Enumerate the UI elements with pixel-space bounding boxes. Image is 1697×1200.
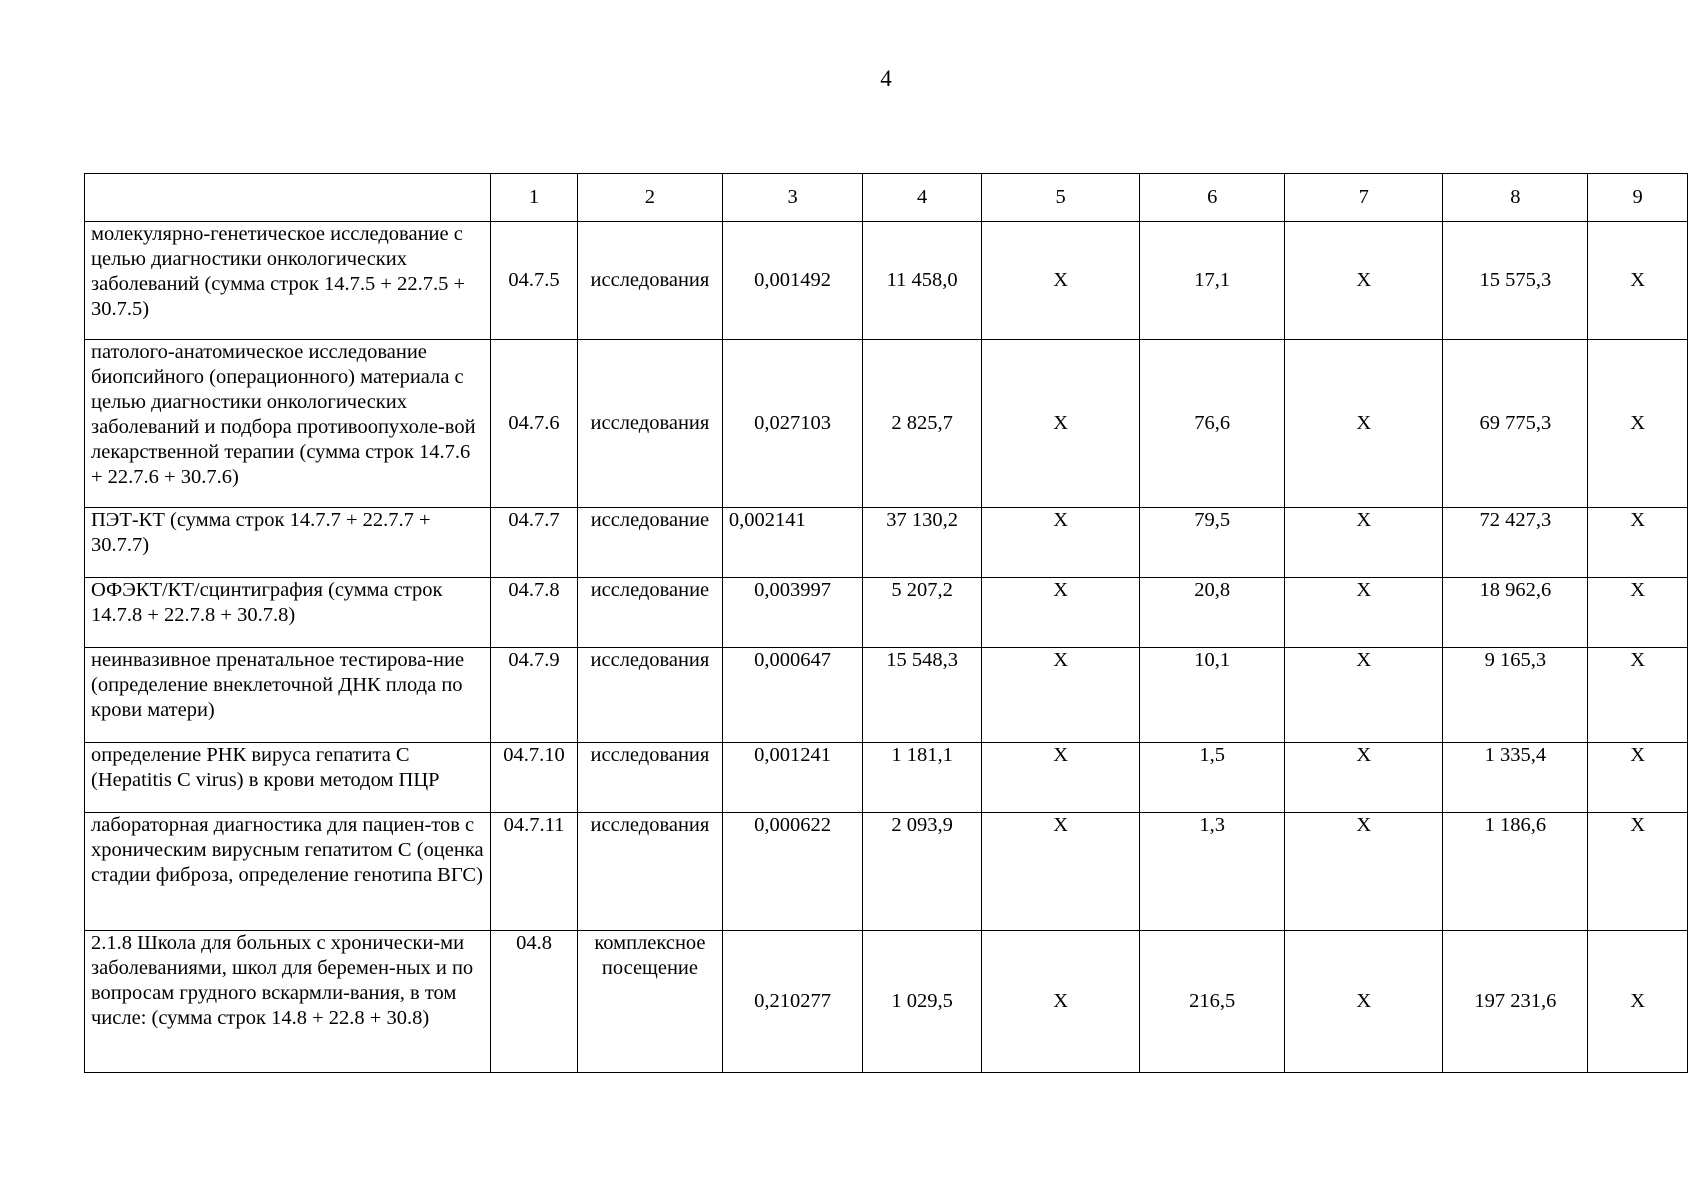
- header-row: [85, 174, 1688, 222]
- row-code: 04.7.5: [490, 222, 577, 340]
- row-col4: 1 029,5: [863, 931, 982, 1073]
- row-col9: Х: [1588, 340, 1688, 508]
- table-row: [85, 813, 1688, 931]
- row-code: 04.7.7: [490, 508, 577, 578]
- row-col7: Х: [1285, 648, 1443, 743]
- row-unit: исследования: [578, 813, 723, 931]
- page-number: 4: [880, 66, 892, 91]
- header-cell: 4: [863, 174, 982, 222]
- table-row: [85, 340, 1688, 508]
- row-col3: 0,003997: [722, 578, 863, 648]
- row-description: 2.1.8 Школа для больных с хронически-ми заболеваниями, школ для беремен-ных и по вопросам грудного вскармли-вания, в том числе: (сумма строк 14.8 + 22.8 + 30.8): [85, 931, 491, 1073]
- header-cell: 2: [578, 174, 723, 222]
- row-col8: 18 962,6: [1443, 578, 1588, 648]
- row-col8: 15 575,3: [1443, 222, 1588, 340]
- row-col5: Х: [981, 743, 1139, 813]
- row-col8: 1 186,6: [1443, 813, 1588, 931]
- header-cell: 6: [1140, 174, 1285, 222]
- row-code: 04.8: [490, 931, 577, 1073]
- row-code: 04.7.8: [490, 578, 577, 648]
- row-description: лабораторная диагностика для пациен-тов с хроническим вирусным гепатитом С (оценка стадии фиброза, определение генотипа ВГС): [85, 813, 491, 931]
- row-col5: Х: [981, 931, 1139, 1073]
- row-col6: 79,5: [1140, 508, 1285, 578]
- row-unit: исследования: [578, 743, 723, 813]
- row-col6: 10,1: [1140, 648, 1285, 743]
- row-col3: 0,002141: [722, 508, 863, 578]
- row-description: определение РНК вируса гепатита С (Hepatitis C virus) в крови методом ПЦР: [85, 743, 491, 813]
- row-col6: 1,5: [1140, 743, 1285, 813]
- row-col7: Х: [1285, 743, 1443, 813]
- data-table: [84, 173, 1688, 1073]
- row-col5: Х: [981, 222, 1139, 340]
- row-col5: Х: [981, 340, 1139, 508]
- row-col4: 37 130,2: [863, 508, 982, 578]
- row-col8: 9 165,3: [1443, 648, 1588, 743]
- row-col5: Х: [981, 578, 1139, 648]
- row-col8: 1 335,4: [1443, 743, 1588, 813]
- row-col8: 197 231,6: [1443, 931, 1588, 1073]
- row-col3: 0,001492: [722, 222, 863, 340]
- row-col7: Х: [1285, 931, 1443, 1073]
- row-col9: Х: [1588, 578, 1688, 648]
- row-col6: 1,3: [1140, 813, 1285, 931]
- row-col3: 0,001241: [722, 743, 863, 813]
- row-col9: Х: [1588, 222, 1688, 340]
- row-col8: 72 427,3: [1443, 508, 1588, 578]
- row-col4: 5 207,2: [863, 578, 982, 648]
- header-cell: 8: [1443, 174, 1588, 222]
- row-col3: 0,027103: [722, 340, 863, 508]
- table-row: [85, 648, 1688, 743]
- row-col7: Х: [1285, 813, 1443, 931]
- row-unit: исследования: [578, 222, 723, 340]
- row-col6: 76,6: [1140, 340, 1285, 508]
- table-row: [85, 508, 1688, 578]
- row-unit: исследования: [578, 340, 723, 508]
- row-code: 04.7.6: [490, 340, 577, 508]
- row-unit: комплексное посещение: [578, 931, 723, 1073]
- header-cell: 1: [490, 174, 577, 222]
- row-col9: Х: [1588, 813, 1688, 931]
- row-col3: 0,000647: [722, 648, 863, 743]
- row-col5: Х: [981, 508, 1139, 578]
- row-col7: Х: [1285, 222, 1443, 340]
- row-description: неинвазивное пренатальное тестирова-ние (определение внеклеточной ДНК плода по крови матери): [85, 648, 491, 743]
- row-col4: 1 181,1: [863, 743, 982, 813]
- row-col9: Х: [1588, 931, 1688, 1073]
- row-col9: Х: [1588, 648, 1688, 743]
- row-col9: Х: [1588, 743, 1688, 813]
- row-description: ПЭТ-КТ (сумма строк 14.7.7 + 22.7.7 + 30.7.7): [85, 508, 491, 578]
- header-cell: 7: [1285, 174, 1443, 222]
- row-description: патолого-анатомическое исследование биопсийного (операционного) материала с целью диагностики онкологических заболеваний и подбора противоопухоле-вой лекарственной терапии (сумма строк 14.7.6 + 22.7.6 + 30.7.6): [85, 340, 491, 508]
- row-col6: 20,8: [1140, 578, 1285, 648]
- row-col7: Х: [1285, 508, 1443, 578]
- row-col3: 0,000622: [722, 813, 863, 931]
- row-unit: исследование: [578, 508, 723, 578]
- row-col4: 15 548,3: [863, 648, 982, 743]
- header-cell: [85, 174, 491, 222]
- row-col3: 0,210277: [722, 931, 863, 1073]
- row-col6: 216,5: [1140, 931, 1285, 1073]
- header-cell: 9: [1588, 174, 1688, 222]
- table-row: [85, 931, 1688, 1073]
- row-col5: Х: [981, 813, 1139, 931]
- row-code: 04.7.11: [490, 813, 577, 931]
- row-description: ОФЭКТ/КТ/сцинтиграфия (сумма строк 14.7.8 + 22.7.8 + 30.7.8): [85, 578, 491, 648]
- table-row: [85, 578, 1688, 648]
- row-col4: 2 093,9: [863, 813, 982, 931]
- row-col4: 2 825,7: [863, 340, 982, 508]
- row-code: 04.7.9: [490, 648, 577, 743]
- row-col6: 17,1: [1140, 222, 1285, 340]
- row-col9: Х: [1588, 508, 1688, 578]
- row-col7: Х: [1285, 578, 1443, 648]
- row-col7: Х: [1285, 340, 1443, 508]
- table-row: [85, 743, 1688, 813]
- row-code: 04.7.10: [490, 743, 577, 813]
- header-cell: 3: [722, 174, 863, 222]
- row-col8: 69 775,3: [1443, 340, 1588, 508]
- row-unit: исследование: [578, 578, 723, 648]
- header-cell: 5: [981, 174, 1139, 222]
- row-col5: Х: [981, 648, 1139, 743]
- row-unit: исследования: [578, 648, 723, 743]
- table-row: [85, 222, 1688, 340]
- row-col4: 11 458,0: [863, 222, 982, 340]
- row-description: молекулярно-генетическое исследование с целью диагностики онкологических заболеваний (сумма строк 14.7.5 + 22.7.5 + 30.7.5): [85, 222, 491, 340]
